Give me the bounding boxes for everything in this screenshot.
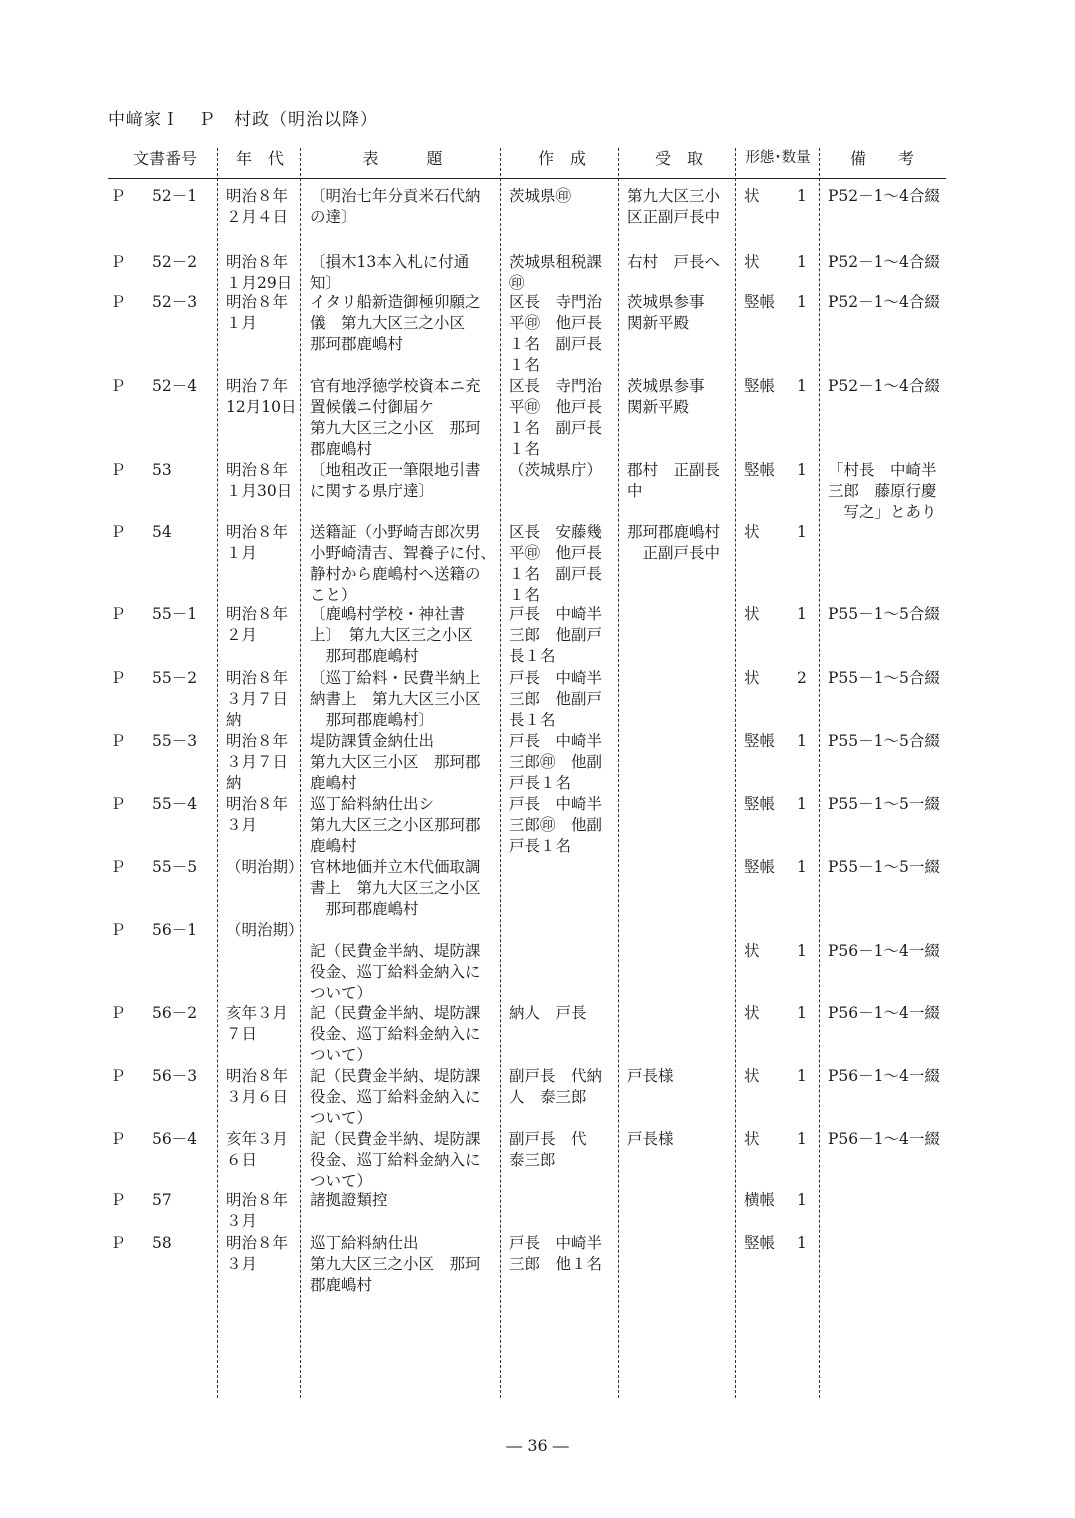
doc-prefix: Ｐ — [110, 1234, 126, 1252]
doc-number: 58 — [152, 1234, 172, 1252]
era-cell: 明治８年 ３月７日 納 — [226, 669, 289, 729]
note-cell: 「村長 中崎半 三郎 藤原行慶 写之」とあり — [828, 461, 937, 521]
page-title: 中﨑家Ｉ Ｐ 村政（明治以降） — [108, 110, 378, 130]
doc-number: 57 — [152, 1191, 172, 1209]
title-cell: 諸拠證類控 — [310, 1191, 388, 1209]
era-cell: （明治期） — [226, 858, 304, 876]
column-divider — [300, 148, 301, 1398]
doc-number: 53 — [152, 461, 172, 479]
recipient-cell: 那珂郡鹿嶋村 正副戸長中 — [627, 523, 721, 562]
quantity-cell: 1 — [797, 1191, 807, 1209]
era-cell: 明治８年 １月 — [226, 293, 289, 332]
author-cell: 戸長 中崎半 三郎 他副戸 長１名 — [509, 605, 603, 665]
title-cell: 巡丁給料納仕出シ 第九大区三之小区那珂郡 鹿嶋村 — [310, 795, 481, 855]
header-note: 備 考 — [849, 149, 914, 168]
form-cell: 竪帳 — [744, 377, 776, 395]
title-cell: 〔鹿嶋村学校・神社書 上〕 第九大区三之小区 那珂郡鹿嶋村 — [310, 605, 473, 665]
author-cell: 戸長 中崎半 三郎㊞ 他副 戸長１名 — [509, 795, 603, 855]
doc-prefix: Ｐ — [110, 461, 126, 479]
doc-number: 56－1 — [152, 921, 198, 939]
doc-number: 55－5 — [152, 858, 198, 876]
era-cell: 明治８年 １月 — [226, 523, 289, 562]
title-cell: 官有地浮徳学校資本ニ充 置候儀ニ付御届ケ 第九大区三之小区 那珂 郡鹿嶋村 — [310, 377, 481, 458]
form-cell: 状 — [744, 1004, 760, 1022]
title-cell: 官林地価并立木代価取調 書上 第九大区三之小区 那珂郡鹿嶋村 — [310, 858, 481, 918]
doc-prefix: Ｐ — [110, 377, 126, 395]
form-cell: 状 — [744, 523, 760, 541]
quantity-cell: 1 — [797, 253, 807, 271]
note-cell: P56－1～4一綴 — [828, 1130, 940, 1148]
title-cell: 送籍証（小野崎吉郎次男 小野崎清吉、聟養子に付、 静村から鹿嶋村へ送籍の こと） — [310, 523, 497, 604]
doc-prefix: Ｐ — [110, 293, 126, 311]
title-cell: 〔明治七年分貢米石代納 の達〕 — [310, 187, 481, 226]
form-cell: 状 — [744, 1130, 760, 1148]
quantity-cell: 2 — [797, 669, 807, 687]
era-cell: 明治８年 ３月 — [226, 1234, 289, 1273]
header-recipient: 受 取 — [654, 149, 703, 168]
form-cell: 横帳 — [744, 1191, 776, 1209]
form-cell: 状 — [744, 669, 760, 687]
quantity-cell: 1 — [797, 942, 807, 960]
page-number: ― 36 ― — [506, 1436, 569, 1455]
author-cell: 区長 寺門治 平㊞ 他戸長 １名 副戸長 １名 — [509, 377, 603, 458]
note-cell: P52－1～4合綴 — [828, 377, 940, 395]
quantity-cell: 1 — [797, 523, 807, 541]
era-cell: 明治８年 ３月 — [226, 795, 289, 834]
doc-prefix: Ｐ — [110, 732, 126, 750]
form-cell: 状 — [744, 187, 760, 205]
recipient-cell: 茨城県参事 関新平殿 — [627, 377, 705, 416]
era-cell: 明治８年 １月30日 — [226, 461, 293, 500]
doc-prefix: Ｐ — [110, 187, 126, 205]
quantity-cell: 1 — [797, 1130, 807, 1148]
author-cell: 戸長 中崎半 三郎 他副戸 長１名 — [509, 669, 603, 729]
doc-number: 54 — [152, 523, 172, 541]
era-cell: 亥年３月 ６日 — [226, 1130, 289, 1169]
note-cell: P52－1～4合綴 — [828, 253, 940, 271]
doc-prefix: Ｐ — [110, 1130, 126, 1148]
author-cell: 納人 戸長 — [509, 1004, 587, 1022]
form-cell: 竪帳 — [744, 732, 776, 750]
title-cell: イタリ船新造御極卯願之 儀 第九大区三之小区 那珂郡鹿嶋村 — [310, 293, 481, 353]
title-cell: 〔損木13本入札に付通 知〕 — [310, 253, 470, 292]
recipient-cell: 戸長様 — [627, 1067, 674, 1085]
note-cell: P55－1～5合綴 — [828, 669, 940, 687]
form-cell: 状 — [744, 942, 760, 960]
doc-prefix: Ｐ — [110, 523, 126, 541]
author-cell: 戸長 中崎半 三郎 他１名 — [509, 1234, 603, 1273]
doc-prefix: Ｐ — [110, 1067, 126, 1085]
doc-number: 55－2 — [152, 669, 198, 687]
doc-prefix: Ｐ — [110, 795, 126, 813]
author-cell: 茨城県㊞ — [509, 187, 572, 205]
quantity-cell: 1 — [797, 732, 807, 750]
header-author: 作 成 — [537, 149, 586, 168]
recipient-cell: 茨城県参事 関新平殿 — [627, 293, 705, 332]
doc-number: 55－3 — [152, 732, 198, 750]
recipient-cell: 右村 戸長へ — [627, 253, 721, 271]
doc-number: 52－3 — [152, 293, 198, 311]
note-cell: P56－1～4一綴 — [828, 1067, 940, 1085]
note-cell: P52－1～4合綴 — [828, 293, 940, 311]
doc-prefix: Ｐ — [110, 1004, 126, 1022]
doc-prefix: Ｐ — [110, 1191, 126, 1209]
note-cell: P55－1～5合綴 — [828, 732, 940, 750]
recipient-cell: 戸長様 — [627, 1130, 674, 1148]
column-divider — [217, 148, 218, 1398]
form-cell: 竪帳 — [744, 795, 776, 813]
title-cell: 巡丁給料納仕出 第九大区三之小区 那珂 郡鹿嶋村 — [310, 1234, 481, 1294]
quantity-cell: 1 — [797, 1004, 807, 1022]
era-cell: 明治８年 ３月６日 — [226, 1067, 289, 1106]
column-divider — [618, 148, 619, 1398]
note-cell: P55－1～5一綴 — [828, 795, 940, 813]
era-cell: （明治期） — [226, 921, 304, 939]
doc-number: 56－2 — [152, 1004, 198, 1022]
era-cell: 明治７年 12月10日 — [226, 377, 297, 416]
note-cell: P56－1～4一綴 — [828, 942, 940, 960]
header-era: 年 代 — [235, 149, 284, 168]
form-cell: 竪帳 — [744, 461, 776, 479]
doc-number: 55－4 — [152, 795, 198, 813]
form-cell: 竪帳 — [744, 1234, 776, 1252]
note-cell: P55－1～5合綴 — [828, 605, 940, 623]
title-cell: 堤防課賃金納仕出 第九大区三小区 那珂郡 鹿嶋村 — [310, 732, 481, 792]
column-divider — [819, 148, 820, 1398]
recipient-cell: 郡村 正副長 中 — [627, 461, 721, 500]
author-cell: 副戸長 代 泰三郎 — [509, 1130, 587, 1169]
quantity-cell: 1 — [797, 187, 807, 205]
quantity-cell: 1 — [797, 1234, 807, 1252]
header-form: 形態･数量 — [745, 150, 811, 166]
doc-number: 52－2 — [152, 253, 198, 271]
quantity-cell: 1 — [797, 377, 807, 395]
era-cell: 明治８年 １月29日 — [226, 253, 293, 292]
quantity-cell: 1 — [797, 1067, 807, 1085]
form-cell: 状 — [744, 253, 760, 271]
author-cell: 区長 寺門治 平㊞ 他戸長 １名 副戸長 １名 — [509, 293, 603, 374]
column-divider — [735, 148, 736, 1398]
form-cell: 状 — [744, 605, 760, 623]
header-title: 表 題 — [362, 149, 443, 168]
doc-prefix: Ｐ — [110, 605, 126, 623]
form-cell: 竪帳 — [744, 858, 776, 876]
quantity-cell: 1 — [797, 795, 807, 813]
note-cell: P52－1～4合綴 — [828, 187, 940, 205]
era-cell: 明治８年 ３月 — [226, 1191, 289, 1230]
doc-number: 52－1 — [152, 187, 198, 205]
author-cell: 副戸長 代納 人 泰三郎 — [509, 1067, 603, 1106]
note-cell: P55－1～5一綴 — [828, 858, 940, 876]
header-doc-no: 文書番号 — [132, 149, 197, 168]
title-cell: 記（民費金半納、堤防課 役金、巡丁給料金納入に ついて） — [310, 1130, 481, 1190]
era-cell: 明治８年 ３月７日 納 — [226, 732, 289, 792]
doc-prefix: Ｐ — [110, 921, 126, 939]
title-cell: 〔地租改正一筆限地引書 に関する県庁達〕 — [310, 461, 481, 500]
title-cell: 記（民費金半納、堤防課 役金、巡丁給料金納入に ついて） — [310, 1067, 481, 1127]
quantity-cell: 1 — [797, 461, 807, 479]
author-cell: （茨城県庁） — [509, 461, 603, 479]
doc-prefix: Ｐ — [110, 858, 126, 876]
author-cell: 戸長 中崎半 三郎㊞ 他副 戸長１名 — [509, 732, 603, 792]
author-cell: 区長 安藤幾 平㊞ 他戸長 １名 副戸長 １名 — [509, 523, 603, 604]
header-rule — [108, 178, 946, 179]
form-cell: 竪帳 — [744, 293, 776, 311]
quantity-cell: 1 — [797, 605, 807, 623]
doc-prefix: Ｐ — [110, 253, 126, 271]
title-cell: 記（民費金半納、堤防課 役金、巡丁給料金納入に ついて） — [310, 1004, 481, 1064]
title-cell: 〔巡丁給料・民費半納上 納書上 第九大区三小区 那珂郡鹿嶋村〕 — [310, 669, 481, 729]
title-cell: 記（民費金半納、堤防課 役金、巡丁給料金納入に ついて） — [310, 942, 481, 1002]
doc-prefix: Ｐ — [110, 669, 126, 687]
doc-number: 55－1 — [152, 605, 198, 623]
quantity-cell: 1 — [797, 858, 807, 876]
doc-number: 56－4 — [152, 1130, 198, 1148]
era-cell: 亥年３月 ７日 — [226, 1004, 289, 1043]
doc-number: 56－3 — [152, 1067, 198, 1085]
author-cell: 茨城県租税課 ㊞ — [509, 253, 603, 292]
doc-number: 52－4 — [152, 377, 198, 395]
column-divider — [500, 148, 501, 1398]
note-cell: P56－1～4一綴 — [828, 1004, 940, 1022]
quantity-cell: 1 — [797, 293, 807, 311]
form-cell: 状 — [744, 1067, 760, 1085]
era-cell: 明治８年 ２月４日 — [226, 187, 289, 226]
era-cell: 明治８年 ２月 — [226, 605, 289, 644]
recipient-cell: 第九大区三小 区正副戸長中 — [627, 187, 721, 226]
